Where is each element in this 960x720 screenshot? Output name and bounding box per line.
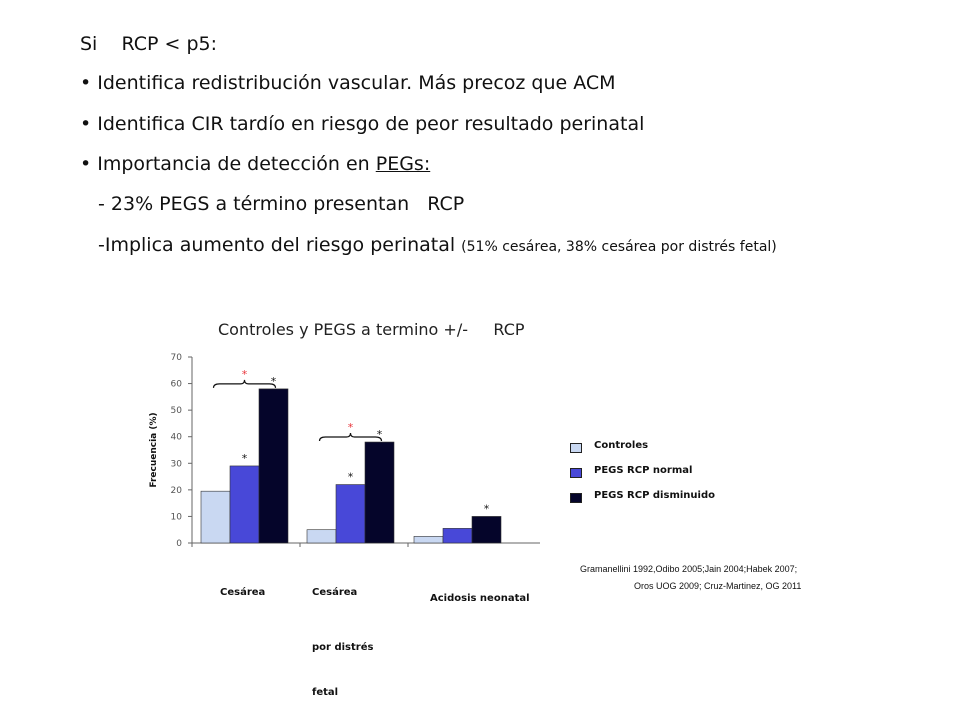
significance-star: *	[270, 374, 277, 388]
sub-bullet-2-detail: (51% cesárea, 38% cesárea por distrés fetal)	[461, 239, 777, 255]
references-line-2: Oros UOG 2009; Cruz-Martinez, OG 2011	[634, 581, 802, 591]
bar	[307, 530, 336, 543]
heading-rest: RCP < p5:	[121, 33, 218, 55]
significance-star: *	[376, 428, 383, 442]
category-label-cesarea-distres-line-3: fetal	[312, 687, 339, 698]
legend-swatch-rcp-disminuido	[570, 493, 582, 503]
legend-label-rcp-normal: PEGS RCP normal	[594, 465, 693, 476]
bullet-3-underlined: PEGs:	[375, 153, 431, 175]
sub-bullet-1	[98, 193, 464, 215]
y-tick-label: 60	[170, 379, 182, 390]
legend-label-rcp-disminuido: PEGS RCP disminuido	[594, 490, 715, 501]
category-label-cesarea-distres-line-2: por distrés	[312, 642, 374, 653]
chart-title: Controles y PEGS a termino +/- RCP	[218, 320, 525, 339]
sub-bullet-2-text: -Implica aumento del riesgo perinatal	[98, 234, 456, 256]
bar-chart	[120, 340, 550, 560]
significance-star-red: *	[347, 421, 354, 435]
bullet-1: • Identifica redistribución vascular. Más precoz que ACM	[80, 72, 616, 94]
legend-swatch-rcp-normal	[570, 468, 582, 478]
significance-brace	[320, 433, 382, 441]
y-axis-label: Frecuencia (%)	[149, 412, 159, 488]
y-tick-label: 70	[170, 353, 182, 363]
category-label-cesarea-distres	[312, 555, 373, 715]
legend-label-controles: Controles	[594, 440, 649, 451]
category-label-acidosis-line: Acidosis neonatal	[430, 593, 530, 604]
significance-star: *	[483, 502, 490, 516]
legend-swatch-controles	[570, 443, 582, 453]
sub-bullet-2	[98, 234, 777, 256]
significance-star: *	[347, 470, 354, 484]
significance-star: *	[241, 451, 248, 465]
references-line-1: Gramanellini 1992,Odibo 2005;Jain 2004;Habek 2007;	[580, 564, 798, 574]
bar	[443, 528, 472, 543]
bar	[201, 491, 230, 543]
y-tick-label: 10	[170, 512, 182, 523]
significance-brace	[214, 380, 276, 388]
sub-bullet-1-rcp: RCP	[427, 193, 465, 215]
bullet-2: • Identifica CIR tardío en riesgo de peor resultado perinatal	[80, 113, 645, 135]
y-tick-label: 0	[176, 539, 182, 549]
bar	[414, 536, 443, 543]
heading-prefix: Si	[80, 33, 98, 55]
y-tick-label: 50	[170, 406, 182, 417]
bar	[336, 485, 365, 543]
bar	[365, 442, 394, 543]
bullet-3	[80, 153, 430, 175]
y-tick-label: 20	[170, 485, 182, 496]
category-label-cesarea-line: Cesárea	[220, 587, 266, 598]
bar	[230, 466, 259, 543]
category-label-cesarea	[220, 555, 265, 615]
category-label-cesarea-distres-line-1: Cesárea	[312, 587, 358, 598]
slide-heading	[80, 33, 217, 55]
bar	[259, 389, 288, 543]
category-label-acidosis	[430, 561, 530, 621]
y-tick-label: 30	[170, 459, 182, 470]
sub-bullet-1-text: - 23% PEGS a término presentan	[98, 193, 410, 215]
bar	[472, 516, 501, 543]
significance-star-red: *	[241, 367, 248, 381]
y-tick-label: 40	[170, 432, 182, 443]
bullet-3-text: • Importancia de detección en	[80, 153, 376, 175]
